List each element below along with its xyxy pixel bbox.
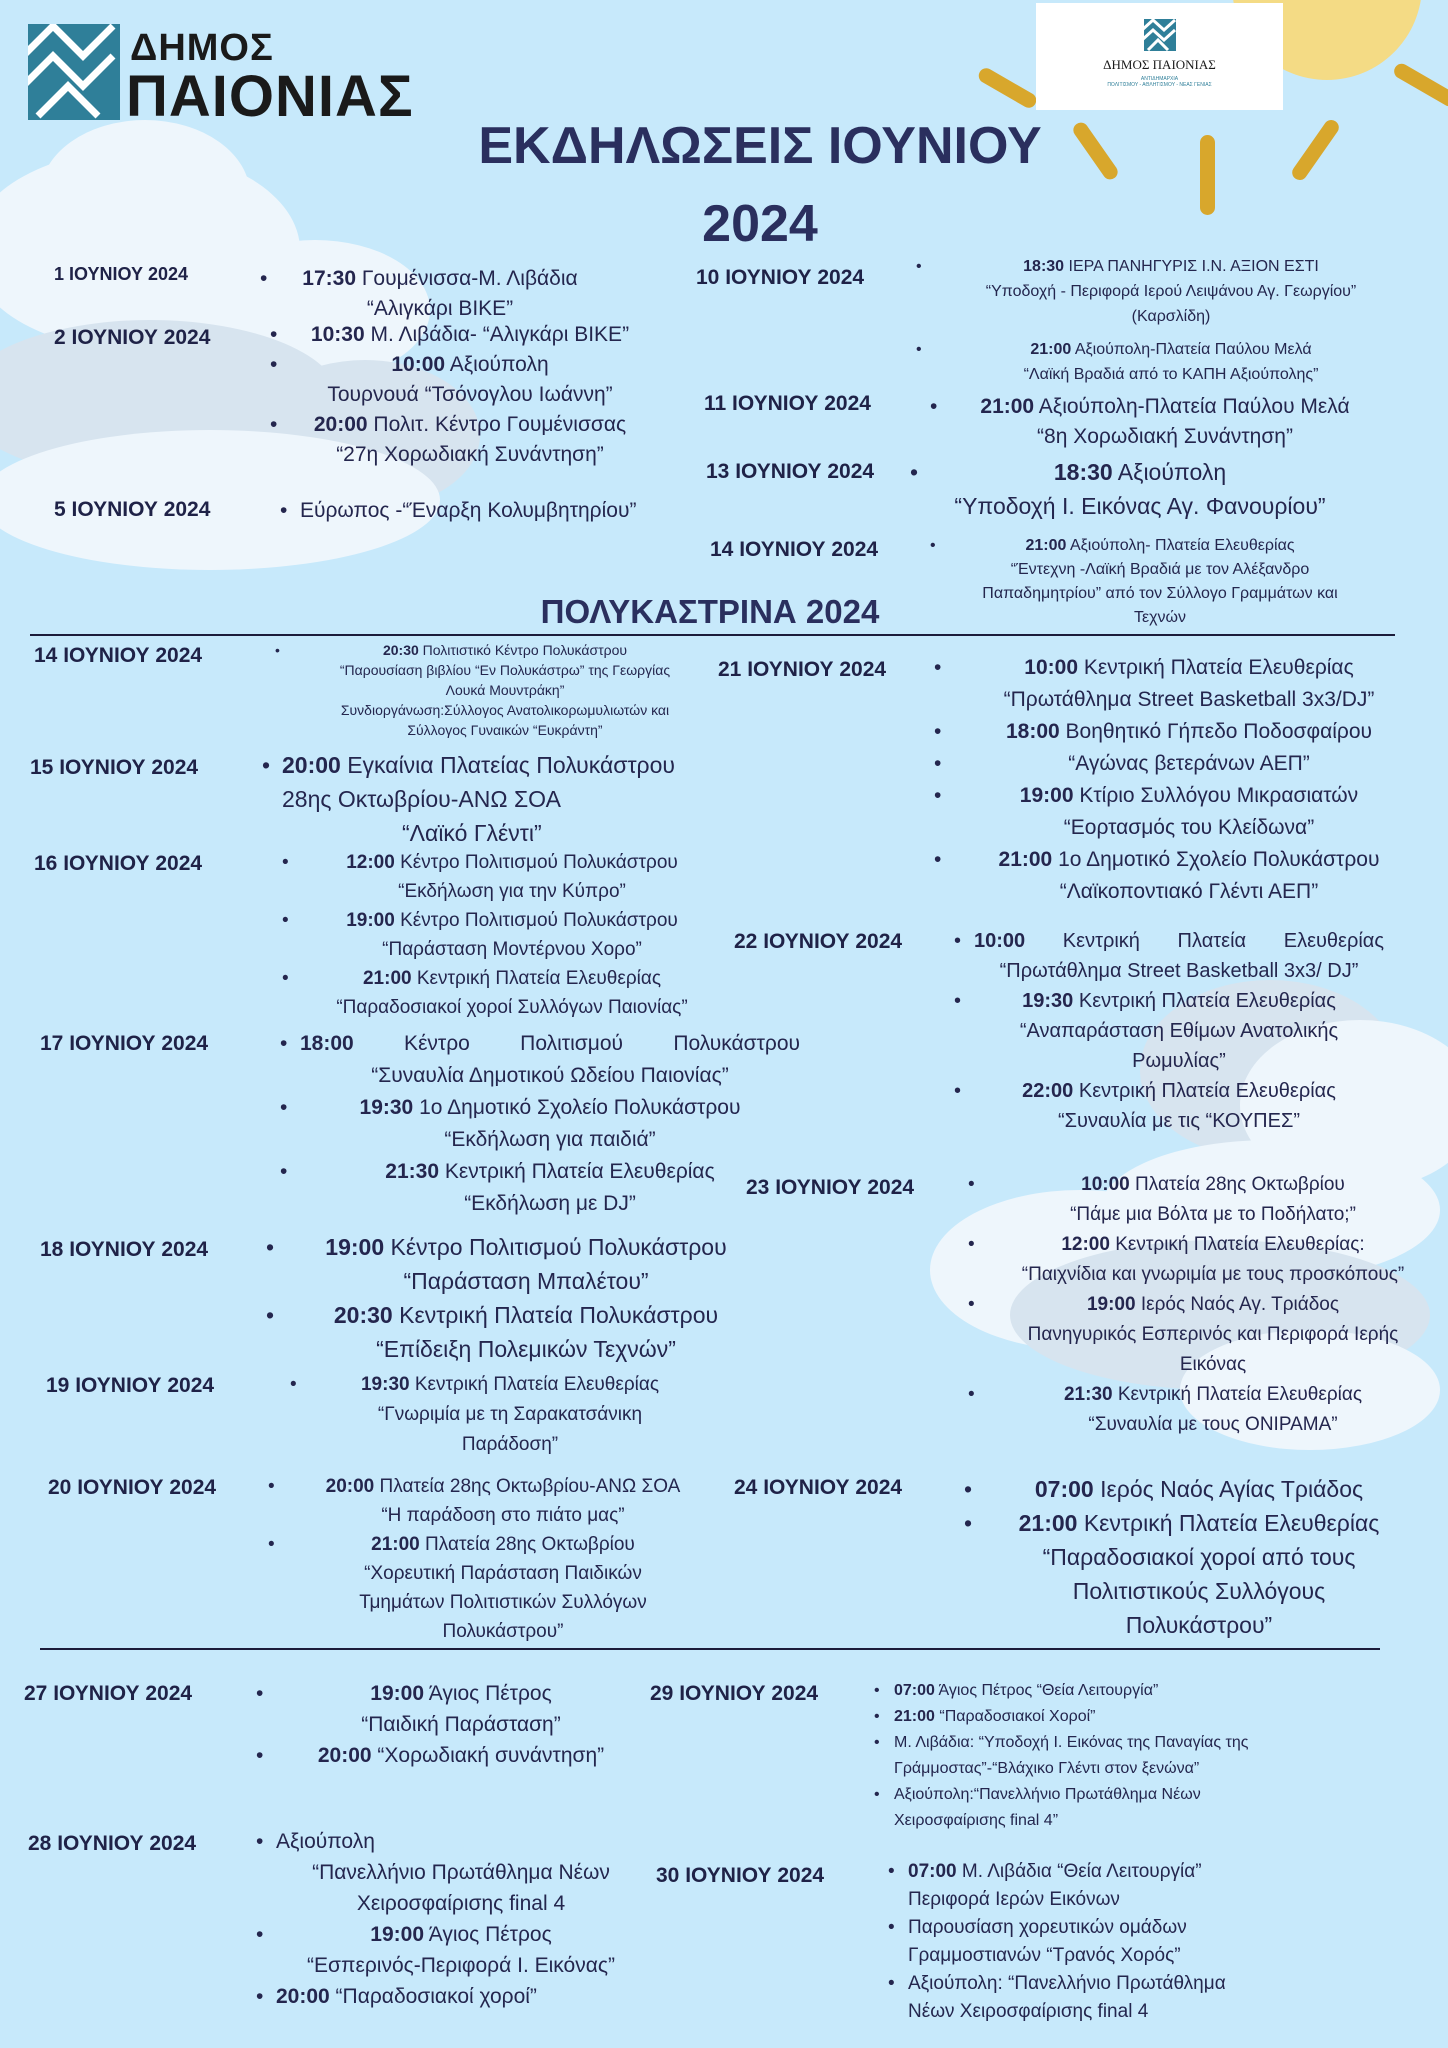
event-date: 11 ΙΟΥΝΙΟΥ 2024 bbox=[704, 392, 871, 415]
event-item: • 21:00 1ο Δημοτικό Σχολείο Πολυκάστρου “Λαϊκοποντιακό Γλέντι ΑΕΠ” bbox=[934, 844, 1424, 908]
event-date: 27 ΙΟΥΝΙΟΥ 2024 bbox=[24, 1682, 193, 1705]
event-item: • Μ. Λιβάδια: “Υποδοχή Ι. Εικόνας της Παναγίας της Γράμμοστας”-“Βλάχικο Γλέντι στον ξενώνα” bbox=[874, 1730, 1344, 1782]
event-item: • 21:00 Κεντρική Πλατεία Ελευθερίας “Παραδοσιακοί χοροί από τους Πολιτιστικούς Συλλόγους Πολυκάστρου” bbox=[964, 1506, 1414, 1642]
event-item: • 20:30 Πολιτιστικό Κέντρο Πολυκάστρου “Παρουσίαση βιβλίου “Εν Πολυκάστρω” της Γεωργίας Λουκά Μουντράκη” Συνδιοργάνωση:Σύλλογος Ανατολικορωμυλιωτών και Σύλλογος Γυναικών “Ευκράντη” bbox=[275, 640, 715, 740]
event-details bbox=[270, 320, 650, 470]
event-details bbox=[954, 926, 1384, 1136]
section-title-polykastrina: ΠΟΛΥΚΑΣΤΡΙΝΑ 2024 bbox=[540, 593, 880, 630]
event-date: 19 ΙΟΥΝΙΟΥ 2024 bbox=[46, 1374, 215, 1397]
event-item: • 20:00 Πλατεία 28ης Οκτωβρίου-ΑΝΩ ΣΟΑ “Η παράδοση στο πιάτο μας” bbox=[268, 1472, 718, 1530]
event-date: 16 ΙΟΥΝΙΟΥ 2024 bbox=[34, 852, 203, 875]
event-item: • Αξιούπολη “Πανελλήνιο Πρωτάθλημα Νέων Χειροσφαίρισης final 4 bbox=[256, 1826, 646, 1919]
event-item: • 21:00 Κεντρική Πλατεία Ελευθερίας “Παραδοσιακοί χοροί Συλλόγων Παιονίας” bbox=[282, 964, 722, 1022]
event-item: • 18:30 ΙΕΡΑ ΠΑΝΗΓΥΡΙΣ Ι.Ν. ΑΞΙΟΝ ΕΣΤΙ “Υποδοχή - Περιφορά Ιερού Λειψάνου Αγ. Γεωργίου” (Καρσλίδη) bbox=[916, 254, 1406, 329]
event-item: • 22:00 Κεντρική Πλατεία Ελευθερίας “Συναυλία με τις “ΚΟΥΠΕΣ” bbox=[954, 1076, 1384, 1136]
municipality-logo bbox=[28, 24, 508, 129]
event-item: • 19:30 Κεντρική Πλατεία Ελευθερίας “Γνωριμία με τη Σαρακατσάνικη Παράδοση” bbox=[290, 1370, 710, 1460]
event-details bbox=[888, 1858, 1328, 2026]
event-item: • Παρουσίαση χορευτικών ομάδων Γραμμοστιανών “Τρανός Χορός” bbox=[888, 1914, 1328, 1970]
event-item: • 18:30 Αξιούπολη “Υποδοχή Ι. Εικόνας Αγ. Φανουρίου” bbox=[910, 455, 1350, 523]
event-item: • 10:30 Μ. Λιβάδια- “Αλιγκάρι ΒΙΚΕ” bbox=[270, 320, 650, 350]
event-item: • 21:00 Αξιούπολη-Πλατεία Παύλου Μελά “Λαϊκή Βραδιά από το ΚΑΠΗ Αξιούπολης” bbox=[916, 337, 1406, 387]
event-item: • 12:00 Κεντρική Πλατεία Ελευθερίας: “Παιχνίδια και γνωριμία με τους προσκόπους” bbox=[968, 1230, 1438, 1290]
event-item: • 19:00 Κέντρο Πολιτισμού Πολυκάστρου “Παράσταση Μπαλέτου” bbox=[266, 1230, 766, 1298]
event-item: • 21:00 “Παραδοσιακοί Χοροί” bbox=[874, 1704, 1344, 1730]
department-badge bbox=[1036, 3, 1283, 110]
event-item: • 10:00 Κεντρική Πλατεία Ελευθερίας “Πρωτάθλημα Street Basketball 3x3/DJ” bbox=[934, 652, 1424, 716]
event-item: • 19:00 Άγιος Πέτρος “Εσπερινός-Περιφορά Ι. Εικόνας” bbox=[256, 1919, 646, 1981]
event-details bbox=[262, 748, 762, 850]
paionia-meander-logo-icon bbox=[28, 24, 120, 120]
event-item: • 21:00 Αξιούπολη-Πλατεία Παύλου Μελά “8η Χορωδιακή Συνάντηση” bbox=[930, 392, 1380, 452]
badge-title: ΔΗΜΟΣ ΠΑΙΟΝΙΑΣ bbox=[1103, 57, 1216, 72]
event-item: • 18:00 Βοηθητικό Γήπεδο Ποδοσφαίρου bbox=[934, 716, 1424, 748]
event-date: 28 ΙΟΥΝΙΟΥ 2024 bbox=[28, 1832, 197, 1855]
event-item: • 07:00 Ιερός Ναός Αγίας Τριάδος bbox=[964, 1472, 1414, 1506]
event-details bbox=[916, 254, 1406, 387]
event-item: • 07:00 Μ. Λιβάδια “Θεία Λειτουργία” Περιφορά Ιερών Εικόνων bbox=[888, 1858, 1328, 1914]
event-details bbox=[256, 1678, 646, 1771]
event-date: 24 ΙΟΥΝΙΟΥ 2024 bbox=[734, 1476, 903, 1499]
page-title-line2: 2024 bbox=[702, 195, 818, 253]
badge-subtitle-1: ΑΝΤΙΔΗΜΑΡΧΙΑ bbox=[1140, 76, 1179, 82]
event-item: • 21:30 Κεντρική Πλατεία Ελευθερίας “Εκδήλωση με DJ” bbox=[280, 1156, 800, 1220]
event-details bbox=[268, 1472, 718, 1646]
event-item: • 17:30 Γουμένισσα-Μ. Λιβάδια “Αλιγκάρι ΒΙΚΕ” bbox=[260, 264, 600, 324]
event-date: 2 ΙΟΥΝΙΟΥ 2024 bbox=[54, 326, 211, 349]
event-item: • 19:00 Κτίριο Συλλόγου Μικρασιατών “Εορτασμός του Κλείδωνα” bbox=[934, 780, 1424, 844]
event-item: • Αξιούπολη:“Πανελλήνιο Πρωτάθλημα Νέων Χειροσφαίρισης final 4” bbox=[874, 1782, 1344, 1834]
event-details bbox=[934, 652, 1424, 908]
event-date: 14 ΙΟΥΝΙΟΥ 2024 bbox=[34, 644, 203, 667]
event-date: 14 ΙΟΥΝΙΟΥ 2024 bbox=[710, 538, 879, 561]
event-details bbox=[275, 640, 715, 740]
event-item-description: “Πρωτάθλημα Street Basketball 3x3/ DJ” bbox=[999, 960, 1359, 982]
event-item: • Αξιούπολη: “Πανελλήνιο Πρωτάθλημα Νέων Χειροσφαίρισης final 4 bbox=[888, 1970, 1328, 2026]
badge-subtitle-2: ΠΟΛΙΤΙΣΜΟΥ - ΑΘΛΗΤΙΣΜΟΥ - ΝΕΑΣ ΓΕΝΙΑΣ bbox=[1107, 82, 1212, 88]
paionia-meander-small-icon bbox=[1144, 19, 1176, 51]
event-date: 20 ΙΟΥΝΙΟΥ 2024 bbox=[48, 1476, 217, 1499]
event-item: • 20:00 Εγκαίνια Πλατείας Πολυκάστρου 28ης Οκτωβρίου-ΑΝΩ ΣΟΑ “Λαϊκό Γλέντι” bbox=[262, 748, 762, 850]
event-date: 13 ΙΟΥΝΙΟΥ 2024 bbox=[706, 460, 875, 483]
page-title-line1: ΕΚΔΗΛΩΣΕΙΣ ΙΟΥΝΙΟΥ bbox=[478, 117, 1042, 175]
section-divider bbox=[40, 1648, 1380, 1650]
logo-text-line2: ΠΑΙΟΝΙΑΣ bbox=[126, 64, 414, 129]
logo-text-line1: ΔΗΜΟΣ bbox=[130, 27, 274, 69]
event-item: • 19:00 Κέντρο Πολιτισμού Πολυκάστρου “Παράσταση Μοντέρνου Χορο” bbox=[282, 906, 722, 964]
event-date: 29 ΙΟΥΝΙΟΥ 2024 bbox=[650, 1682, 819, 1705]
event-details bbox=[256, 1826, 646, 2012]
event-date: 30 ΙΟΥΝΙΟΥ 2024 bbox=[656, 1864, 825, 1887]
event-item: • 21:00 Πλατεία 28ης Οκτωβρίου “Χορευτική Παράσταση Παιδικών Τμημάτων Πολιτιστικών Συλλόγων Πολυκάστρου” bbox=[268, 1530, 718, 1646]
event-item: • Εύρωπος -“Έναρξη Κολυμβητηρίου” bbox=[280, 496, 700, 526]
event-item: • “Αγώνας βετεράνων ΑΕΠ” bbox=[934, 748, 1424, 780]
event-date: 10 ΙΟΥΝΙΟΥ 2024 bbox=[696, 266, 865, 289]
event-details bbox=[968, 1170, 1438, 1440]
event-item: • 18:00 Κέντρο Πολιτισμού Πολυκάστρου bbox=[280, 1028, 800, 1060]
event-item: • 20:00 Πολιτ. Κέντρο Γουμένισσας “27η Χορωδιακή Συνάντηση” bbox=[270, 410, 650, 470]
event-details bbox=[874, 1678, 1344, 1834]
event-item: • 19:00 Άγιος Πέτρος “Παιδική Παράσταση” bbox=[256, 1678, 646, 1740]
event-date: 1 ΙΟΥΝΙΟΥ 2024 bbox=[54, 264, 189, 284]
event-item: • 10:00 Κεντρική Πλατεία Ελευθερίας bbox=[954, 926, 1384, 956]
event-date: 17 ΙΟΥΝΙΟΥ 2024 bbox=[40, 1032, 209, 1055]
event-date: 18 ΙΟΥΝΙΟΥ 2024 bbox=[40, 1238, 209, 1261]
event-details bbox=[964, 1472, 1414, 1642]
event-item: • 07:00 Άγιος Πέτρος “Θεία Λειτουργία” bbox=[874, 1678, 1344, 1704]
event-item-description: “Συναυλία Δημοτικού Ωδείου Παιονίας” bbox=[371, 1064, 729, 1087]
event-details bbox=[280, 496, 700, 526]
event-date: 21 ΙΟΥΝΙΟΥ 2024 bbox=[718, 658, 887, 681]
event-item: • 20:00 “Χορωδιακή συνάντηση” bbox=[256, 1740, 646, 1771]
event-item: • 19:30 1ο Δημοτικό Σχολείο Πολυκάστρου “Εκδήλωση για παιδιά” bbox=[280, 1092, 800, 1156]
event-item: • 20:00 “Παραδοσιακοί χοροί” bbox=[256, 1981, 646, 2012]
event-details bbox=[266, 1230, 766, 1366]
event-item: • 12:00 Κέντρο Πολιτισμού Πολυκάστρου “Εκδήλωση για την Κύπρο” bbox=[282, 848, 722, 906]
event-item: • 19:00 Ιερός Ναός Αγ. Τριάδος Πανηγυρικός Εσπερινός και Περιφορά Ιερής Εικόνας bbox=[968, 1290, 1438, 1380]
event-details bbox=[280, 1028, 800, 1220]
event-item: • 21:30 Κεντρική Πλατεία Ελευθερίας “Συναυλία με τους ΟΝΙΡΑΜΑ” bbox=[968, 1380, 1438, 1440]
event-date: 5 ΙΟΥΝΙΟΥ 2024 bbox=[54, 498, 211, 521]
event-details bbox=[282, 848, 722, 1022]
event-item: • 10:00 Αξιούπολη Τουρνουά “Τσόνογλου Ιωάννη” bbox=[270, 350, 650, 410]
section-divider bbox=[30, 634, 1395, 636]
event-item: • 21:00 Αξιούπολη- Πλατεία Ελευθερίας “Έντεχνη -Λαϊκή Βραδιά με τον Αλέξανδρο Παπαδημητρίου” από τον Σύλλογο Γραμμάτων και Τεχνών bbox=[930, 534, 1370, 630]
event-item: • 20:30 Κεντρική Πλατεία Πολυκάστρου “Επίδειξη Πολεμικών Τεχνών” bbox=[266, 1298, 766, 1366]
event-date: 22 ΙΟΥΝΙΟΥ 2024 bbox=[734, 930, 903, 953]
event-date: 23 ΙΟΥΝΙΟΥ 2024 bbox=[746, 1176, 915, 1199]
event-details bbox=[930, 392, 1380, 452]
event-item: • 10:00 Πλατεία 28ης Οκτωβρίου “Πάμε μια Βόλτα με το Ποδήλατο;” bbox=[968, 1170, 1438, 1230]
event-date: 15 ΙΟΥΝΙΟΥ 2024 bbox=[30, 756, 199, 779]
event-item: • 19:30 Κεντρική Πλατεία Ελευθερίας “Αναπαράσταση Εθίμων Ανατολικής Ρωμυλίας” bbox=[954, 986, 1384, 1076]
event-details bbox=[290, 1370, 710, 1460]
event-details bbox=[910, 455, 1350, 523]
event-details bbox=[260, 264, 600, 324]
